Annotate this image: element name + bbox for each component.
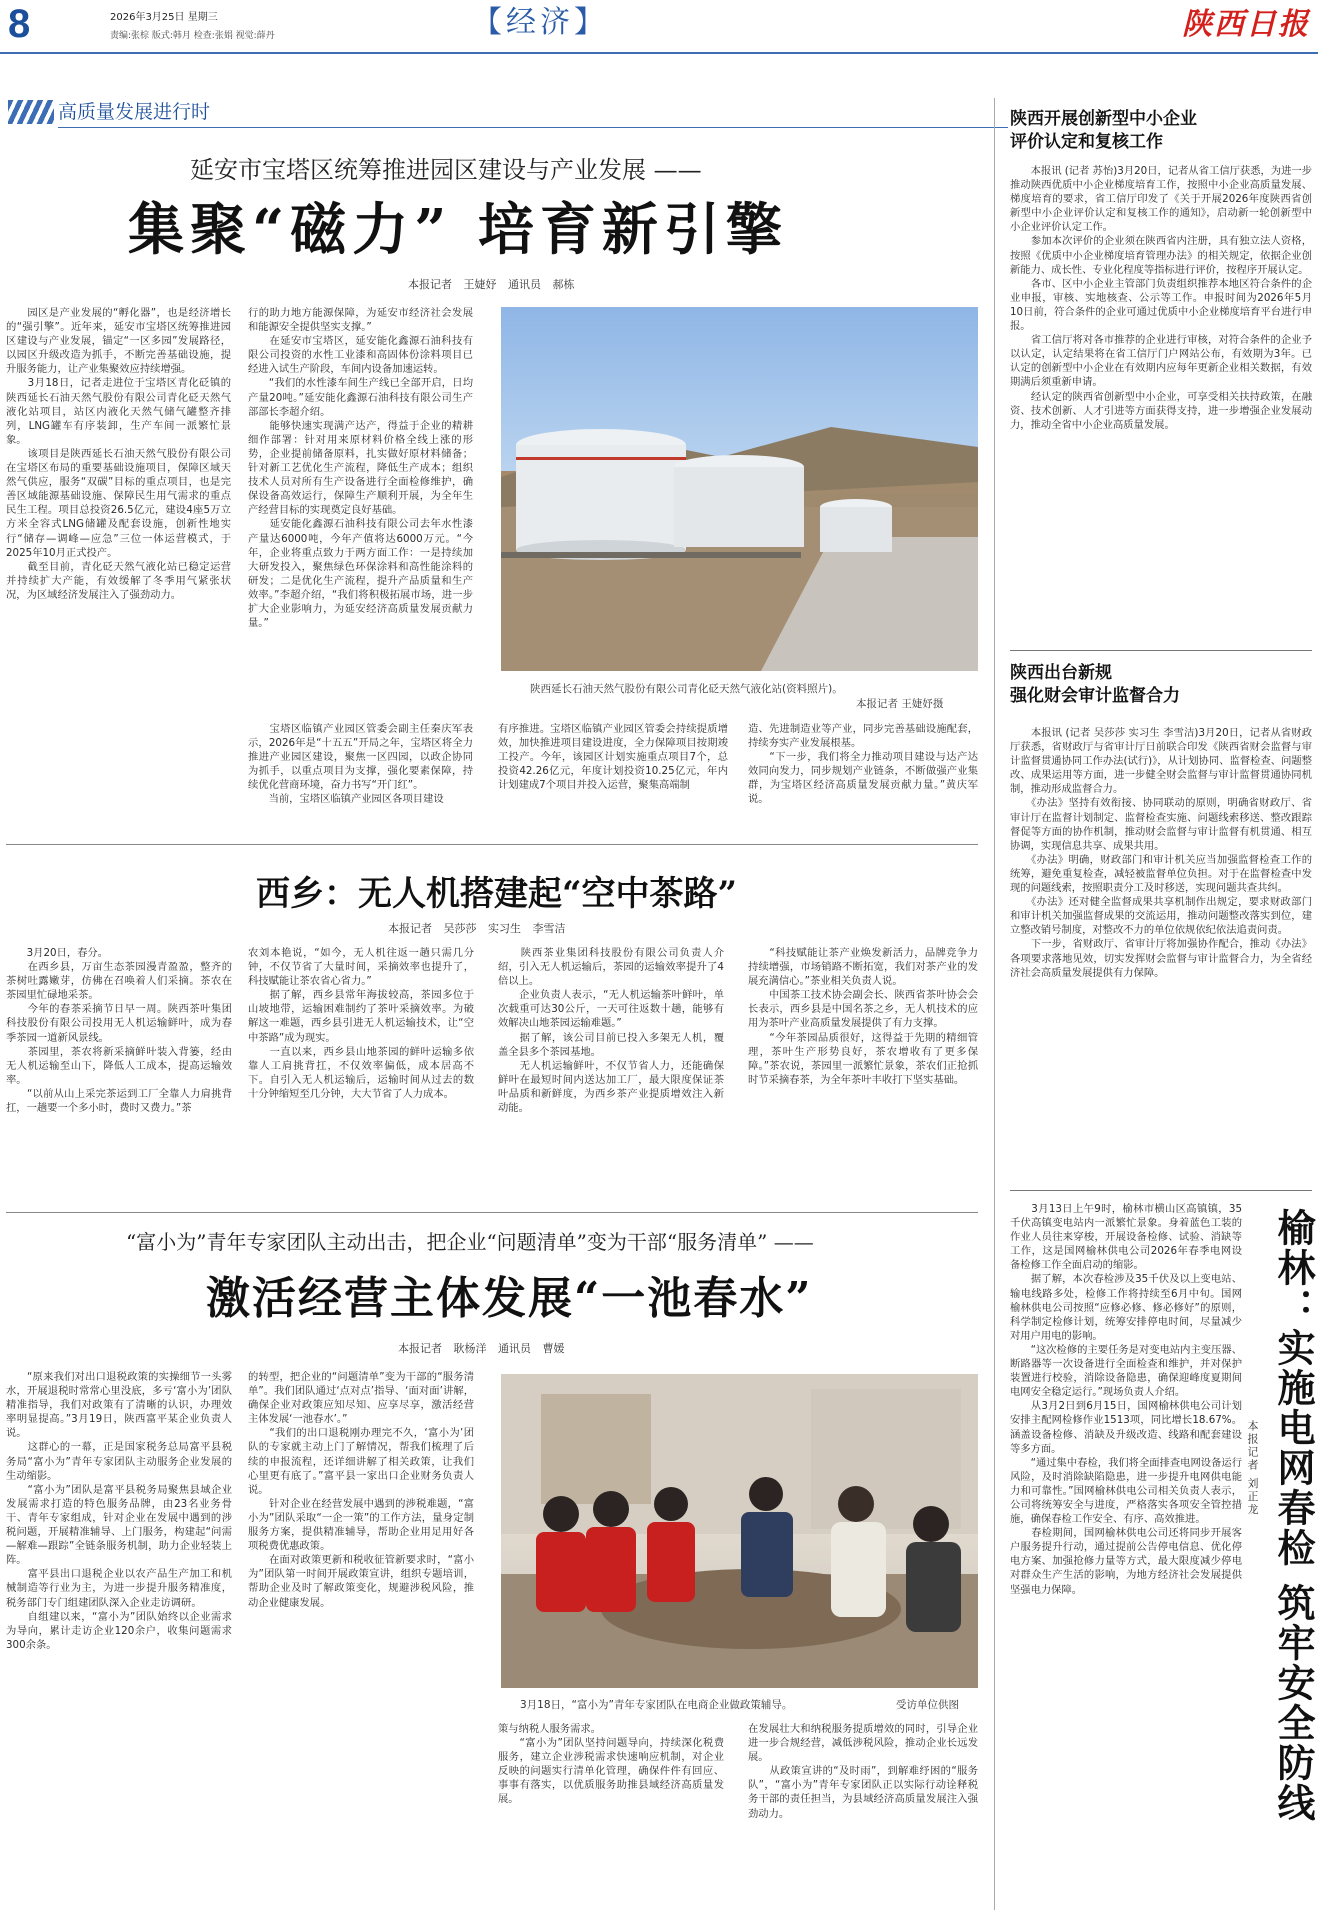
- side1-title-line2: 评价认定和复核工作: [1010, 132, 1163, 152]
- article1-photo: [501, 307, 978, 671]
- article2-col1: 3月20日，春分。 在西乡县，万亩生态茶园漫青盈盈，整齐的茶树吐露嫩芽，仿佛在召唤着人们采摘。茶农在茶园里忙碌地采茶。 今年的春茶采摘节日早一周。陕西茶叶集团科技股份有限公司投用无人机运输鲜叶，成为春季茶园一道新风景线。 茶园里，茶农将新采摘鲜叶装入背篓，经由无人机运输至山下，降低人工成本，提高运输效率。 “以前从山上采完茶运到工厂全靠人力肩挑背扛，一趟要一个多小时，费时又费力。”茶: [6, 947, 232, 1115]
- side2-title-line2: 强化财会审计监督合力: [1010, 686, 1180, 706]
- article3-title: 激活经营主体发展“一池春水”: [206, 1273, 813, 1324]
- side2-title-line1: 陕西出台新规: [1010, 663, 1112, 683]
- column-separator: [994, 98, 995, 1910]
- article3-photo-credit: 受访单位供图: [896, 1699, 959, 1711]
- side3-body: 3月13日上午9时，榆林市横山区高镇镇，35千伏高镇变电站内一派繁忙景象。身着蓝色工装的作业人员往来穿梭，开展设备检修、试验、消缺等工作，这是国网榆林供电公司2026年春季电网设备检修工作全面启动的缩影。 据了解，本次春检涉及35千伏及以上变电站、输电线路多处，检修工作将持续至6月中旬。国网榆林供电公司按照“应修必修、修必修好”的原则，科学制定检修计划，统筹安排停电时间，尽量减少对用户用电的影响。 “这次检修的主要任务是对变电站内主变压器、断路器等一次设备进行全面检查和维护，并对保护装置进行校验，消除设备隐患，确保迎峰度夏期间电网安全稳定运行。”现场负责人介绍。 从3月2日到6月15日，国网榆林供电公司计划安排主配网检修作业1513项，同比增长18.67%。涵盖设备检修、消缺及升级改造、线路和配套建设等多方面。 “通过集中春检，我们将全面排查电网设备运行风险，及时消除缺陷隐患，进一步提升电网供电能力和可靠性。”国网榆林供电公司相关负责人表示，公司将统筹安全与进度，严格落实各项安全管控措施，确保春检工作安全、有序、高效推进。 春检期间，国网榆林供电公司还将同步开展客户服务提升行动，通过提前公告停电信息、优化停电方案、加强抢修力量等方式，最大限度减少停电对群众生产生活的影响，为地方经济社会发展提供坚强电力保障。: [1010, 1203, 1242, 1596]
- article3-col2: 的转型，把企业的“问题清单”变为干部的“服务清单”。我们团队通过‘点对点’指导、‘面对面’讲解，确保企业对政策应知尽知、应享尽享，激活经营主体发展‘一池春水’。” “我们的出口退税刚办理完不久，‘富小为’团队的专家就主动上门了解情况，帮我们梳理了后续的申报流程，还详细讲解了相关政策，让我们心里更有底了。”富平县一家出口企业财务负责人说。 针对企业在经营发展中遇到的涉税难题，“富小为”团队采取“一企一策”的工作方法，量身定制服务方案，提供精准辅导，帮助企业用足用好各项税费优惠政策。 在面对政策更新和税收征管新要求时，“富小为”团队第一时间开展政策宣讲，组织专题培训，帮助企业及时了解政策变化，规避涉税风险，推动企业健康发展。: [248, 1371, 474, 1609]
- article1-byline: 本报记者 王婕妤 通讯员 郝栋: [408, 278, 575, 291]
- article1-col4: 有序推进。宝塔区临镇产业园区管委会持续提质增效，加快推进项目建设进度，全力保障项目按期竣工投产。今年，该园区计划实施重点项目7个，总投资42.26亿元，年度计划投资10.25亿元，年内计划建成7个项目并投入运营，聚集高端制: [498, 723, 728, 792]
- article1-photo-credit: 本报记者 王婕妤摄: [856, 698, 944, 710]
- article3-col3: 策与纳税人服务需求。 “富小为”团队坚持问题导向，持续深化税费服务，建立企业涉税需求快速响应机制，对企业反映的问题实行清单化管理，确保件件有回应、事事有落实，以优质服务助推县域经济高质量发展。: [498, 1723, 724, 1806]
- article2-title: 西乡：无人机搭建起“空中茶路”: [256, 874, 738, 914]
- side2-title: [1010, 662, 1310, 708]
- article2-byline: 本报记者 吴莎莎 实习生 李雪洁: [388, 922, 566, 935]
- tax-team-photo-illustration: [501, 1374, 978, 1688]
- side2-body: 本报讯 (记者 吴莎莎 实习生 李雪洁)3月20日，记者从省财政厅获悉，省财政厅与省审计厅日前联合印发《陕西省财会监督与审计监督贯通协同工作办法(试行)》，从计划协同、监督检查、问题整改、成果运用等方面，进一步健全财会监督与审计监督贯通协同机制，推动形成监督合力。 《办法》坚持有效衔接、协同联动的原则，明确省财政厅、省审计厅在监督计划制定、监督检查实施、问题线索移送、整改跟踪督促等方面的协作机制，推动财会监督与审计监督有机贯通、相互协调，实现信息共享、成果共用。 《办法》明确，财政部门和审计机关应当加强监督检查工作的统筹，避免重复检查，减轻被监督单位负担。对于在监督检查中发现的问题线索，按照职责分工及时移送，实现问题共查共纠。 《办法》还对健全监督成果共享机制作出规定，要求财政部门和审计机关加强监督成果的交流运用，推动问题整改落实到位，建立整改销号制度，对整改不力的单位依规依纪依法追责问责。 下一步，省财政厅、省审计厅将加强协作配合，推动《办法》各项要求落地见效，切实发挥财会监督与审计监督合力，为全省经济社会高质量发展提供有力保障。: [1010, 727, 1312, 979]
- article1-photo-caption: 陕西延长石油天然气股份有限公司青化砭天然气液化站(资料照片)。: [530, 683, 843, 695]
- side1-title: [1010, 108, 1310, 154]
- article1-col2: 行的助力地方能源保障，为延安市经济社会发展和能源安全提供坚实支撑。” 在延安市宝塔区，延安能化鑫源石油科技有限公司投资的水性工业漆和高固体份涂料项目已经进入试生产阶段，车间内设备加速运转。 “我们的水性漆车间生产线已全部开启，日均产量20吨。”延安能化鑫源石油科技有限公司生产部部长李超介绍。 能够快速实现满产达产，得益于企业的精耕细作部署：针对用来原材料价格全线上涨的形势，企业提前储备原料，扎实做好原材料储备；针对新工艺优化生产流程，降低生产成本；组织技术人员对所有生产设备进行全面检修维护，确保设备高效运行，保障生产顺利开展，为全年生产经营目标的实现奠定良好基础。 延安能化鑫源石油科技有限公司去年水性漆产量达6000吨，今年产值将达6000万元。“今年，企业将重点致力于两方面工作：一是持续加大研发投入，聚焦绿色环保涂料和高性能涂料的研发；二是优化生产流程，提升产品质量和生产效率。”李超介绍，“我们将积极拓展市场，进一步扩大企业影响力，为延安经济高质量发展贡献力量。”: [248, 307, 473, 630]
- masthead-rule: [0, 52, 1318, 54]
- side1-body: 本报讯 (记者 苏怡)3月20日，记者从省工信厅获悉，为进一步推动陕西优质中小企业梯度培育工作，按照中小企业高质量发展、梯度培育的要求，省工信厅印发了《关于开展2026年度陕西省创新型中小企业评价认定和复核工作的通知》，启动新一轮创新型中小企业评价认定工作。 参加本次评价的企业须在陕西省内注册，具有独立法人资格，按照《优质中小企业梯度培育管理办法》的相关规定，依据企业创新能力、成长性、专业化程度等指标进行评价，按程序开展认定。 各市、区中小企业主管部门负责组织推荐本地区符合条件的企业申报，审核、实地核查、公示等工作。申报时间为2026年5月10日前，符合条件的企业可通过优质中小企业梯度培育平台进行申报。 省工信厅将对各市推荐的企业进行审核，对符合条件的企业予以认定，认定结果将在省工信厅门户网站公布，有效期为3年。已认定的创新型中小企业在有效期内应每年更新企业相关数据，有效期满后须重新申请。 经认定的陕西省创新型中小企业，可享受相关扶持政策，在融资、技术创新、人才引进等方面获得支持，进一步增强企业发展动力，推动全省中小企业高质量发展。: [1010, 165, 1312, 431]
- article1-col5: 造、先进制造业等产业，同步完善基础设施配套，持续夯实产业发展根基。 “下一步，我们将全力推动项目建设与达产达效同向发力，同步规划产业链条，不断做强产业集群，为宝塔区经济高质量发展贡献力量。”黄庆军说。: [748, 723, 978, 806]
- column-banner: [0, 98, 1010, 128]
- article2-col2: 农刘本艳说，“如今，无人机往返一趟只需几分钟，不仅节省了大量时间，采摘效率也提升了，科技赋能让茶农省心省力。” 据了解，西乡县常年海拔较高，茶园多位于山坡地带，运输困难制约了茶叶采摘效率。为破解这一难题，西乡县引进无人机运输技术，让“空中茶路”成为现实。 一直以来，西乡县山地茶园的鲜叶运输多依靠人工肩挑背扛，不仅效率偏低，成本居高不下。自引入无人机运输后，运输时间从过去的数十分钟缩短至几分钟，大大节省了人力成本。: [248, 947, 474, 1100]
- article1-col3: 宝塔区临镇产业园区管委会副主任秦庆军表示，2026年是“十五五”开局之年，宝塔区将全力推进产业园区建设，聚焦一区四园，以政企协同为抓手，以重点项目为支撑，强化要素保障，持续优化营商环境，奋力书写“开门红”。 当前，宝塔区临镇产业园区各项目建设: [248, 723, 473, 806]
- article1-subtitle: 延安市宝塔区统筹推进园区建设与产业发展 ——: [190, 156, 702, 184]
- column-banner-label: 高质量发展进行时: [58, 101, 211, 123]
- article-divider: [6, 844, 978, 845]
- date-line: 2026年3月25日 星期三: [110, 12, 218, 23]
- article3-photo: [501, 1374, 978, 1688]
- side-divider: [1010, 1190, 1312, 1191]
- article3-byline: 本报记者 耿杨洋 通讯员 曹媛: [398, 1342, 565, 1355]
- article2-col3: 陕西茶业集团科技股份有限公司负责人介绍，引入无人机运输后，茶园的运输效率提升了4倍以上。 企业负责人表示，“无人机运输茶叶鲜叶，单次载重可达30公斤，一天可往返数十趟，能够有效解决山地茶园运输难题。” 据了解，该公司目前已投入多架无人机，覆盖全县多个茶园基地。 无人机运输鲜叶，不仅节省人力，还能确保鲜叶在最短时间内送达加工厂，最大限度保证茶叶品质和新鲜度，为西乡茶产业提质增效注入新动能。: [498, 947, 724, 1115]
- side-divider: [1010, 650, 1312, 651]
- article3-col4: 在发展壮大和纳税服务提质增效的同时，引导企业进一步合规经营，减低涉税风险，推动企业长远发展。 从政策宣讲的“及时雨”，到解难纾困的“服务队”，“富小为”青年专家团队正以实际行动诠释税务干部的责任担当，为县域经济高质量发展注入强劲动力。: [748, 1723, 978, 1820]
- side3-byline: 本报记者 刘正龙: [1246, 1420, 1259, 1517]
- side1-title-line1: 陕西开展创新型中小企业: [1010, 109, 1197, 129]
- article2-col4: “科技赋能让茶产业焕发新活力，品牌竞争力持续增强，市场销路不断拓宽，我们对茶产业的发展充满信心。”茶业相关负责人说。 中国茶工技术协会副会长、陕西省茶叶协会会长表示，西乡县是中国名茶之乡，无人机技术的应用为茶叶产业高质量发展提供了有力支撑。 “今年茶园品质很好，这得益于先期的精细管理，茶叶生产形势良好，茶农增收有了更多保障。”茶农说，茶园里一派繁忙景象，茶农们正抢抓时节采摘春茶，为全年茶叶丰收打下坚实基础。: [748, 947, 978, 1086]
- side3-title: 榆林：实施电网春检 筑牢安全防线: [1271, 1208, 1316, 1824]
- banner-rule: [58, 127, 1008, 128]
- article3-col1: “原来我们对出口退税政策的实操细节一头雾水，开展退税时常常心里没底，多亏‘富小为’团队精准指导，我们对政策有了清晰的认识，办理效率明显提高。”3月19日，陕西富平某企业负责人说。 这群心的一幕，正是国家税务总局富平县税务局“富小为”青年专家团队主动服务企业发展的生动缩影。 “富小为”团队是富平县税务局聚焦县域企业发展需求打造的特色服务品牌，由23名业务骨干、青年专家组成，针对企业在发展中遇到的涉税问题，开展精准辅导、上门服务，构建起“问需—解难—跟踪”全链条服务机制，助力企业轻装上阵。 富平县出口退税企业以农产品生产加工和机械制造等行业为主，为进一步提升服务精准度，税务部门专门组建团队深入企业走访调研。 自组建以来，“富小为”团队始终以企业需求为导向，累计走访企业120余户，收集问题需求300余条。: [6, 1371, 232, 1651]
- banner-stripe-icon: [8, 100, 54, 124]
- lng-tank-photo-illustration: [501, 307, 978, 671]
- article1-title: 集聚“磁力” 培育新引擎: [128, 197, 788, 263]
- article3-subtitle: “富小为”青年专家团队主动出击，把企业“问题清单”变为干部“服务清单” ——: [126, 1230, 814, 1254]
- page-number: 8: [8, 2, 31, 46]
- section-title: 【经济】: [472, 5, 608, 40]
- article-divider: [6, 1212, 978, 1213]
- article3-photo-caption: 3月18日，“富小为”青年专家团队在电商企业做政策辅导。: [520, 1699, 793, 1711]
- staff-line: 责编:张棕 版式:韩月 检查:张娟 视觉:薛丹: [110, 31, 275, 41]
- article1-col1: 园区是产业发展的“孵化器”，也是经济增长的“强引擎”。近年来，延安市宝塔区统筹推进园区建设与产业发展，锚定“一区多园”发展路径，以园区升级改造为抓手，不断完善基础设施，提升服务能力，让产业集聚效应持续增强。 3月18日，记者走进位于宝塔区青化砭镇的陕西延长石油天然气股份有限公司青化砭天然气液化站项目，站区内液化天然气储气罐整齐排列，LNG罐车有序装卸，生产车间一派繁忙景象。 该项目是陕西延长石油天然气股份有限公司在宝塔区布局的重要基础设施项目，保障区域天然气供应，服务“双碳”目标的重点项目，也是完善区域能源基础设施、保障民生用气需求的重点民生工程。项目总投资26.5亿元，建设4座5万立方米全容式LNG储罐及配套设施，创新性地实行“储存—调峰—应急”三位一体运营模式，于2025年10月正式投产。 截至目前，青化砭天然气液化站已稳定运营并持续扩大产能，有效缓解了冬季用气紧张状况，为区域经济发展注入了强劲动力。: [6, 307, 231, 601]
- newspaper-logo: 陕西日报: [1182, 7, 1310, 42]
